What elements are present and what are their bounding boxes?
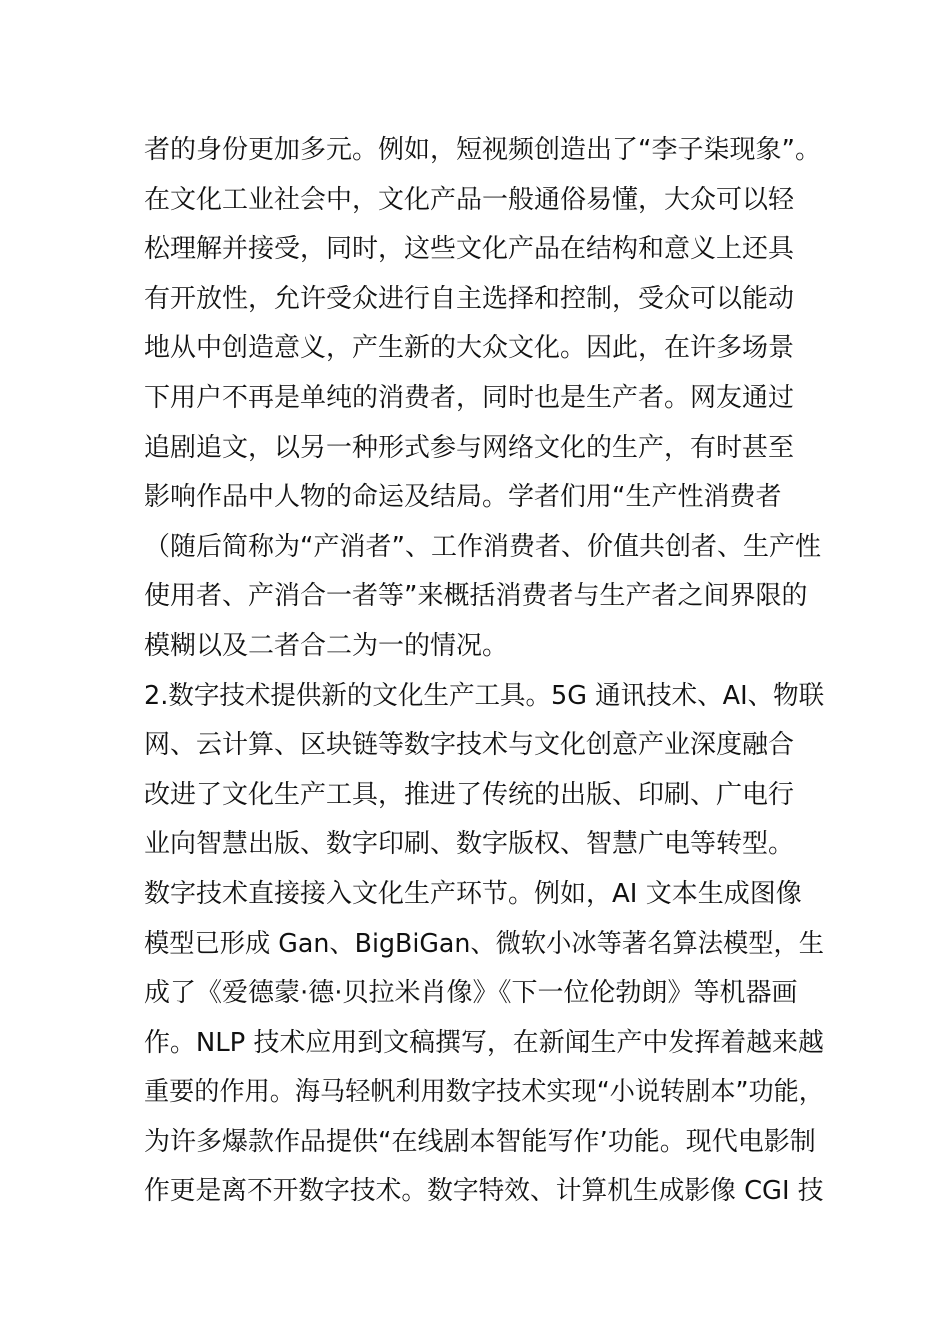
text-line: 成了《爱德蒙·德·贝拉米肖像》《下一位伦勃朗》等机器画 (144, 978, 798, 1009)
text-line: 者的身份更加多元。例如，短视频创造出了“李子柒现象”。 (144, 135, 821, 165)
section-heading-line: 2.数字技术提供新的文化生产工具。5G 通讯技术、AI、物联 (144, 680, 825, 711)
text-line: 业向智慧出版、数字印刷、数字版权、智慧广电等转型。 (144, 829, 795, 860)
text-line: 改进了文化生产工具，推进了传统的出版、印刷、广电行 (144, 779, 795, 810)
text-line: 重要的作用。海马轻帆利用数字技术实现“小说转剧本”功能， (144, 1077, 824, 1108)
text-line: 作更是离不开数字技术。数字特效、计算机生成影像 CGI 技 (144, 1176, 824, 1207)
text-line: 在文化工业社会中，文化产品一般通俗易懂，大众可以轻 (144, 184, 795, 215)
text-line: 使用者、产消合一者等”来概括消费者与生产者之间界限的 (144, 581, 808, 612)
text-line: 地从中创造意义，产生新的大众文化。因此，在许多场景 (144, 333, 795, 364)
text-line: 作。NLP 技术应用到文稿撰写，在新闻生产中发挥着越来越 (144, 1027, 824, 1058)
text-line: 影响作品中人物的命运及结局。学者们用“生产性消费者 (144, 482, 782, 513)
text-line: 为许多爆款作品提供“在线剧本智能写作’功能。现代电影制 (144, 1126, 816, 1157)
text-line: 模糊以及二者合二为一的情况。 (144, 630, 509, 661)
text-line: 有开放性，允许受众进行自主选择和控制，受众可以能动 (144, 283, 795, 314)
text-line: 网、云计算、区块链等数字技术与文化创意产业深度融合 (144, 730, 795, 761)
text-line: 下用户不再是单纯的消费者，同时也是生产者。网友通过 (144, 382, 795, 413)
body-text (144, 126, 824, 1217)
text-line: 数字技术直接接入文化生产环节。例如，AI 文本生成图像 (144, 878, 802, 909)
text-line: 模型已形成 Gan、BigBiGan、微软小冰等著名算法模型，生 (144, 928, 824, 959)
text-line: （随后简称为“产消者”、工作消费者、价值共创者、生产性 (144, 531, 821, 562)
text-line: 松理解并接受，同时，这些文化产品在结构和意义上还具 (144, 234, 795, 265)
text-line: 追剧追文，以另一种形式参与网络文化的生产，有时甚至 (144, 432, 795, 463)
